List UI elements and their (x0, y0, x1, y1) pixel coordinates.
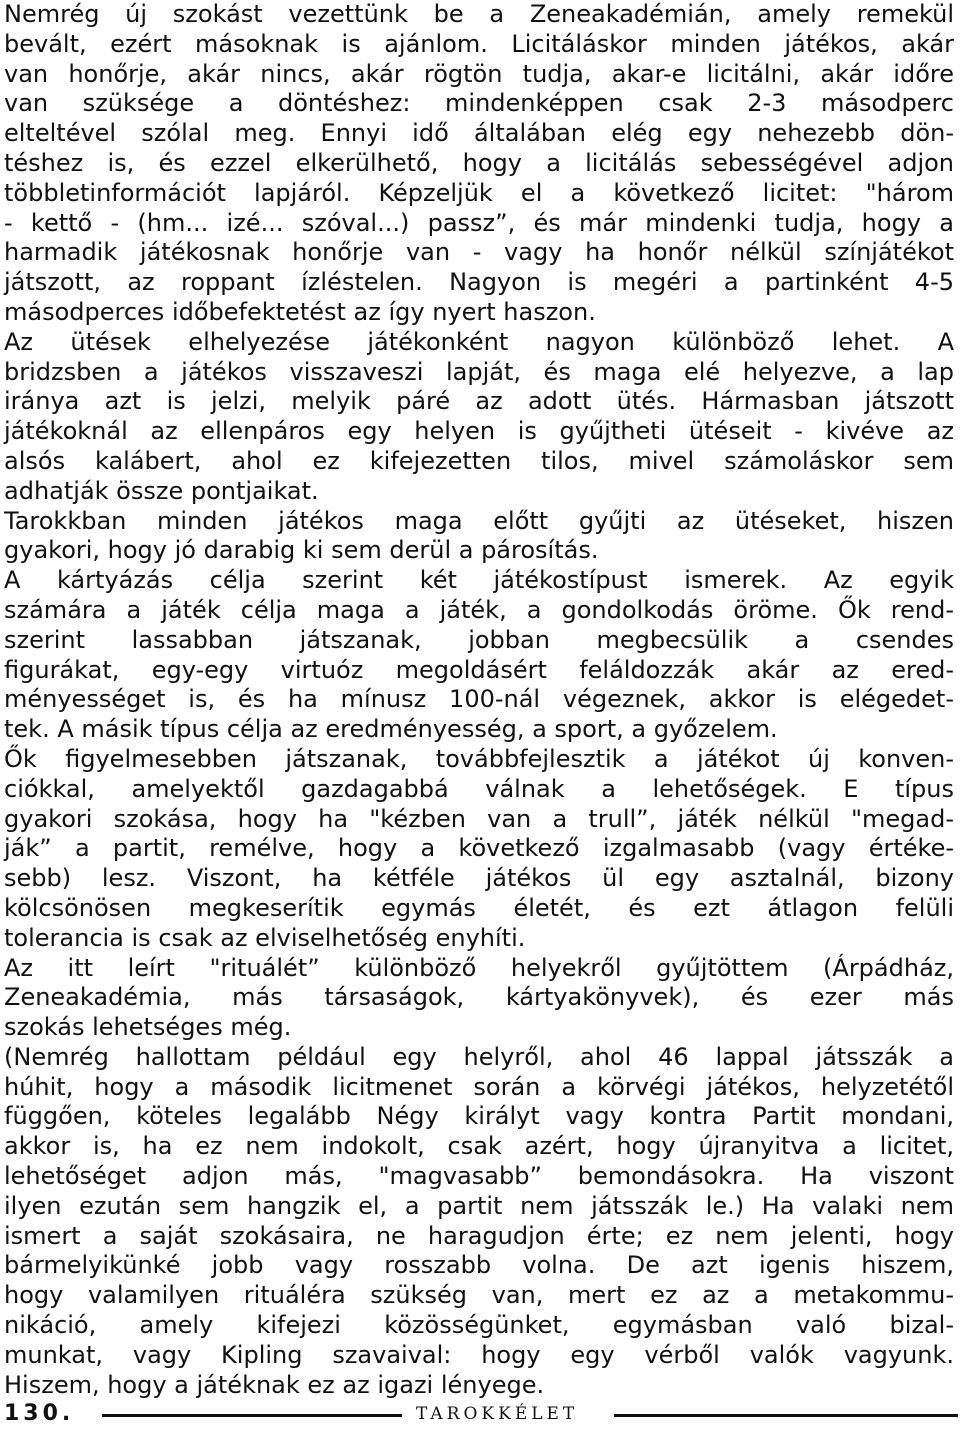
text-line: kölcsönösen megkeserítik egymás életét, és ezt átlagon felüli (4, 893, 954, 922)
body-text (4, 0, 954, 1400)
text-line: van honőrje, akár nincs, akár rögtön tudja, akar-e licitálni, akár időre (4, 59, 954, 88)
text-line: számára a játék célja maga a játék, a gondolkodás öröme. Ők rend- (4, 595, 954, 624)
page-footer (4, 1400, 954, 1428)
text-line: Tarokkban minden játékos maga előtt gyűjti az ütéseket, hiszen (4, 506, 954, 535)
text-line: tolerancia is csak az elviselhetőség enyhíti. (4, 923, 526, 952)
text-line: Hiszem, hogy a játéknak ez az igazi lényege. (4, 1370, 545, 1399)
text-line: - kettő - (hm... izé... szóval...) passz”, és már mindenki tudja, hogy a (4, 208, 954, 237)
text-line: bridzsben a játékos visszaveszi lapját, és maga elé helyezve, a lap (4, 357, 954, 386)
text-line: ilyen ezután sem hangzik el, a partit nem játsszák le.) Ha valaki nem (4, 1191, 954, 1220)
text-line: szokás lehetséges még. (4, 1013, 292, 1042)
text-line: nikáció, amely kifejezi közösségünket, egymásban való bizal- (4, 1311, 954, 1340)
text-line: téshez is, és ezzel elkerülhető, hogy a licitálás sebességével adjon (4, 148, 954, 177)
text-line: Az ütések elhelyezése játékonként nagyon különböző lehet. A (4, 327, 954, 356)
text-line: másodperces időbefektetést az így nyert haszon. (4, 297, 596, 326)
text-line: harmadik játékosnak honőrje van - vagy ha honőr nélkül színjátékot (4, 238, 954, 267)
page-number: 130. (4, 1401, 75, 1426)
text-line: (Nemrég hallottam például egy helyről, ahol 46 lappal játsszák a (4, 1042, 954, 1071)
text-line: figurákat, egy-egy virtuóz megoldásért feláldozzák akár az ered- (4, 655, 954, 684)
text-line: bevált, ezért másoknak is ajánlom. Licitáláskor minden játékos, akár (4, 29, 954, 58)
running-title: TAROKKÉLET (416, 1404, 579, 1424)
text-line: ciókkal, amelyektől gazdagabbá válnak a lehetőségek. E típus (4, 774, 954, 803)
text-line: munkat, vagy Kipling szavaival: hogy egy vérből valók vagyunk. (4, 1340, 954, 1369)
text-line: Zeneakadémia, más társaságok, kártyakönyvek), és ezer más (4, 983, 954, 1012)
text-line: sebb) lesz. Viszont, ha kétféle játékos ül egy asztalnál, bizony (4, 864, 954, 893)
text-line: iránya azt is jelzi, melyik páré az adott ütés. Hármasban játszott (4, 387, 954, 416)
text-line: A kártyázás célja szerint két játékostípust ismerek. Az egyik (4, 566, 954, 595)
text-line: alsós kalábert, ahol ez kifejezetten tilos, mivel számoláskor sem (4, 446, 954, 475)
text-line: adhatják össze pontjaikat. (4, 476, 319, 505)
text-line: gyakori, hogy jó darabig ki sem derül a párosítás. (4, 536, 599, 565)
text-line: Ők figyelmesebben játszanak, továbbfejlesztik a játékot új konven- (4, 744, 954, 773)
text-line: szerint lassabban játszanak, jobban megbecsülik a csendes (4, 625, 954, 654)
text-line: tek. A másik típus célja az eredményesség, a sport, a győzelem. (4, 715, 778, 744)
text-line: ják” a partit, remélve, hogy a következő izgalmasabb (vagy értéke- (4, 834, 954, 863)
text-line: hogy valamilyen rituáléra szükség van, mert ez az a metakommu- (4, 1281, 954, 1310)
text-line: húhit, hogy a második licitmenet során a körvégi játékos, helyzetétől (4, 1072, 954, 1101)
text-line: játékoknál az ellenpáros egy helyen is gyűjtheti ütéseit - kivéve az (4, 417, 954, 446)
text-line: játszott, az roppant ízléstelen. Nagyon is megéri a partinként 4-5 (4, 268, 954, 297)
text-line: bármelyikünké jobb vagy rosszabb volna. De azt igenis hiszem, (4, 1251, 954, 1280)
text-line: Nemrég új szokást vezettünk be a Zeneakadémián, amely remekül (4, 0, 954, 28)
text-line: gyakori szokása, hogy ha "kézben van a trull”, játék nélkül "megad- (4, 804, 954, 833)
text-line: ményességet is, és ha mínusz 100-nál végeznek, akkor is elégedet- (4, 685, 954, 714)
text-line: Az itt leírt "rituálét” különböző helyekről gyűjtöttem (Árpádház, (4, 953, 954, 982)
text-line: többletinformációt lapjáról. Képzeljük el a következő licitet: "három (4, 178, 954, 207)
text-line: függően, köteles legalább Négy királyt vagy kontra Partit mondani, (4, 1102, 954, 1131)
text-line: ismert a saját szokásaira, ne haragudjon érte; ez nem jelenti, hogy (4, 1221, 954, 1250)
text-line: van szüksége a döntéshez: mindenképpen csak 2-3 másodperc (4, 89, 954, 118)
text-line: lehetőséget adjon más, "magvasabb” bemondásokra. Ha viszont (4, 1162, 954, 1191)
text-line: akkor is, ha ez nem indokolt, csak azért, hogy újranyitva a licitet, (4, 1132, 954, 1161)
footer-rule-left (102, 1414, 402, 1417)
footer-rule-right (614, 1414, 958, 1417)
text-line: elteltével szólal meg. Ennyi idő általában elég egy nehezebb dön- (4, 119, 954, 148)
